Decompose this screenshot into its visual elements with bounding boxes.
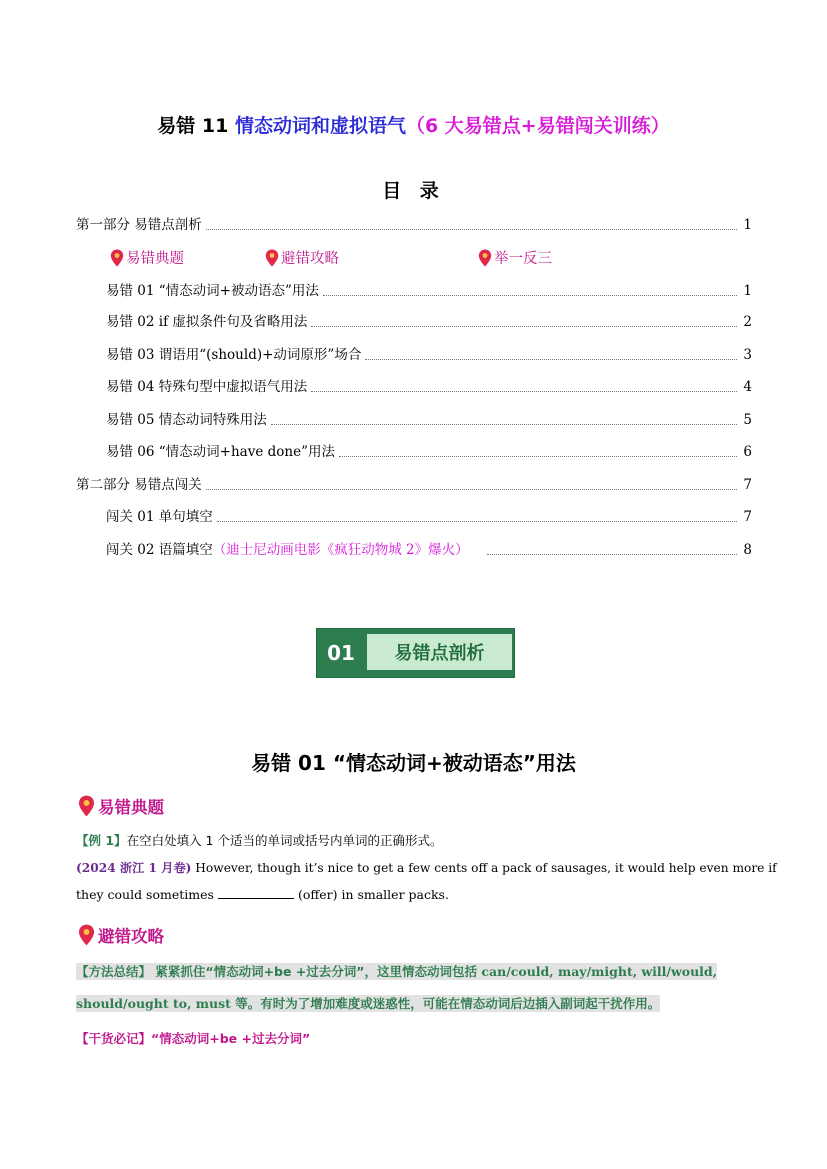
title-main: 情态动词和虚拟语气 <box>234 115 406 137</box>
toc-page: 7 <box>743 509 752 525</box>
toc-challenge-note: （迪士尼动画电影《疯狂动物城 2》爆火） <box>212 542 469 558</box>
strategy-heading-label: 避错攻略 <box>98 927 164 946</box>
document-title <box>0 111 827 138</box>
tag-practice-label: 举一反三 <box>494 251 552 267</box>
toc-part2[interactable] <box>76 476 752 494</box>
toc-page: 3 <box>743 347 752 363</box>
toc-page: 7 <box>743 477 752 493</box>
method-line2 <box>76 994 756 1014</box>
toc-challenge-label: 闯关 02 语篇填空 <box>106 542 213 558</box>
toc-part1-label: 第一部分 易错点剖析 <box>76 217 202 233</box>
toc-item[interactable] <box>106 346 752 364</box>
typical-heading <box>78 793 164 819</box>
toc-part1[interactable] <box>76 216 752 234</box>
strategy-heading <box>78 922 164 948</box>
method-tag: 【方法总结】 <box>76 964 152 979</box>
example-instruction-line <box>76 832 756 850</box>
toc-leader <box>206 489 738 490</box>
method-text-2: 等。有时为了增加难度或迷惑性，可能在情态动词后边插入副词起干扰作用。 <box>230 996 661 1011</box>
toc-leader <box>311 391 737 392</box>
toc-page: 8 <box>743 542 752 558</box>
toc-leader <box>487 554 738 555</box>
method-modals-1: can/could, may/might, will/would, <box>481 964 718 979</box>
toc-leader <box>311 326 737 327</box>
toc-item[interactable] <box>106 443 752 461</box>
toc-challenge[interactable] <box>106 508 752 526</box>
toc-leader <box>339 456 737 457</box>
toc-challenge-label: 闯关 01 单句填空 <box>106 509 213 525</box>
method-line1 <box>76 962 756 982</box>
toc-leader <box>365 359 737 360</box>
toc-leader <box>217 521 738 522</box>
tag-typical-label: 易错典题 <box>126 251 184 267</box>
example-text-2b: (offer) in smaller packs. <box>297 887 449 902</box>
section-badge <box>316 628 515 678</box>
example-tag: 【例 1】 <box>76 833 127 848</box>
toc-item-label: 易错 05 情态动词特殊用法 <box>106 412 267 428</box>
toc-leader <box>206 229 738 230</box>
toc-item-label: 易错 01 “情态动词+被动语态”用法 <box>106 283 319 299</box>
section-title: 易错 01 “情态动词+被动语态”用法 <box>251 751 576 775</box>
tag-typical[interactable] <box>110 247 184 268</box>
toc-page: 4 <box>743 379 752 395</box>
typical-heading-label: 易错典题 <box>98 798 164 817</box>
toc-page: 6 <box>743 444 752 460</box>
toc-item-label: 易错 03 谓语用“(should)+动词原形”场合 <box>106 347 362 363</box>
toc-item-label: 易错 06 “情态动词+have done”用法 <box>106 444 335 460</box>
toc-item[interactable] <box>106 411 752 429</box>
toc-part2-label: 第二部分 易错点闯关 <box>76 477 202 493</box>
example-instruction: 在空白处填入 1 个适当的单词或括号内单词的正确形式。 <box>126 833 443 848</box>
tip-heading: 【干货必记】“情态动词+be +过去分词” <box>76 1031 311 1046</box>
tag-strategy[interactable] <box>265 247 339 268</box>
method-text-1: 紧紧抓住“情态动词+be +过去分词”，这里情态动词包括 <box>151 964 482 979</box>
toc-page: 1 <box>743 217 752 233</box>
toc-item-label: 易错 02 if 虚拟条件句及省略用法 <box>106 314 308 330</box>
location-pin-icon <box>78 924 95 946</box>
toc-page: 2 <box>743 314 752 330</box>
location-pin-icon <box>478 249 492 267</box>
answer-blank[interactable] <box>218 887 294 899</box>
toc-page: 5 <box>743 412 752 428</box>
section-label: 易错点剖析 <box>365 632 514 672</box>
toc-heading: 目 录 <box>382 180 445 202</box>
location-pin-icon <box>78 795 95 817</box>
toc-leader <box>323 295 738 296</box>
toc-leader <box>271 424 738 425</box>
toc-challenge[interactable] <box>106 541 752 559</box>
location-pin-icon <box>110 249 124 267</box>
method-modals-2: should/ought to, must <box>76 996 231 1011</box>
example-line1 <box>76 859 777 877</box>
toc-item-label: 易错 04 特殊句型中虚拟语气用法 <box>106 379 308 395</box>
toc-item[interactable] <box>106 313 752 331</box>
location-pin-icon <box>265 249 279 267</box>
section-number: 01 <box>327 641 355 665</box>
toc-page: 1 <box>743 283 752 299</box>
toc-item[interactable] <box>106 282 752 300</box>
title-prefix: 易错 11 <box>157 115 229 137</box>
example-line2 <box>76 886 756 904</box>
toc-item[interactable] <box>106 378 752 396</box>
tag-practice[interactable] <box>478 247 552 268</box>
tag-strategy-label: 避错攻略 <box>281 251 339 267</box>
example-source: (2024 浙江 1 月卷) <box>76 861 192 875</box>
example-text-1: However, though it’s nice to get a few cents off a pack of sausages, it would help even more if <box>191 861 777 875</box>
example-text-2a: they could sometimes <box>76 887 214 902</box>
title-suffix: （6 大易错点+易错闯关训练） <box>405 115 670 137</box>
